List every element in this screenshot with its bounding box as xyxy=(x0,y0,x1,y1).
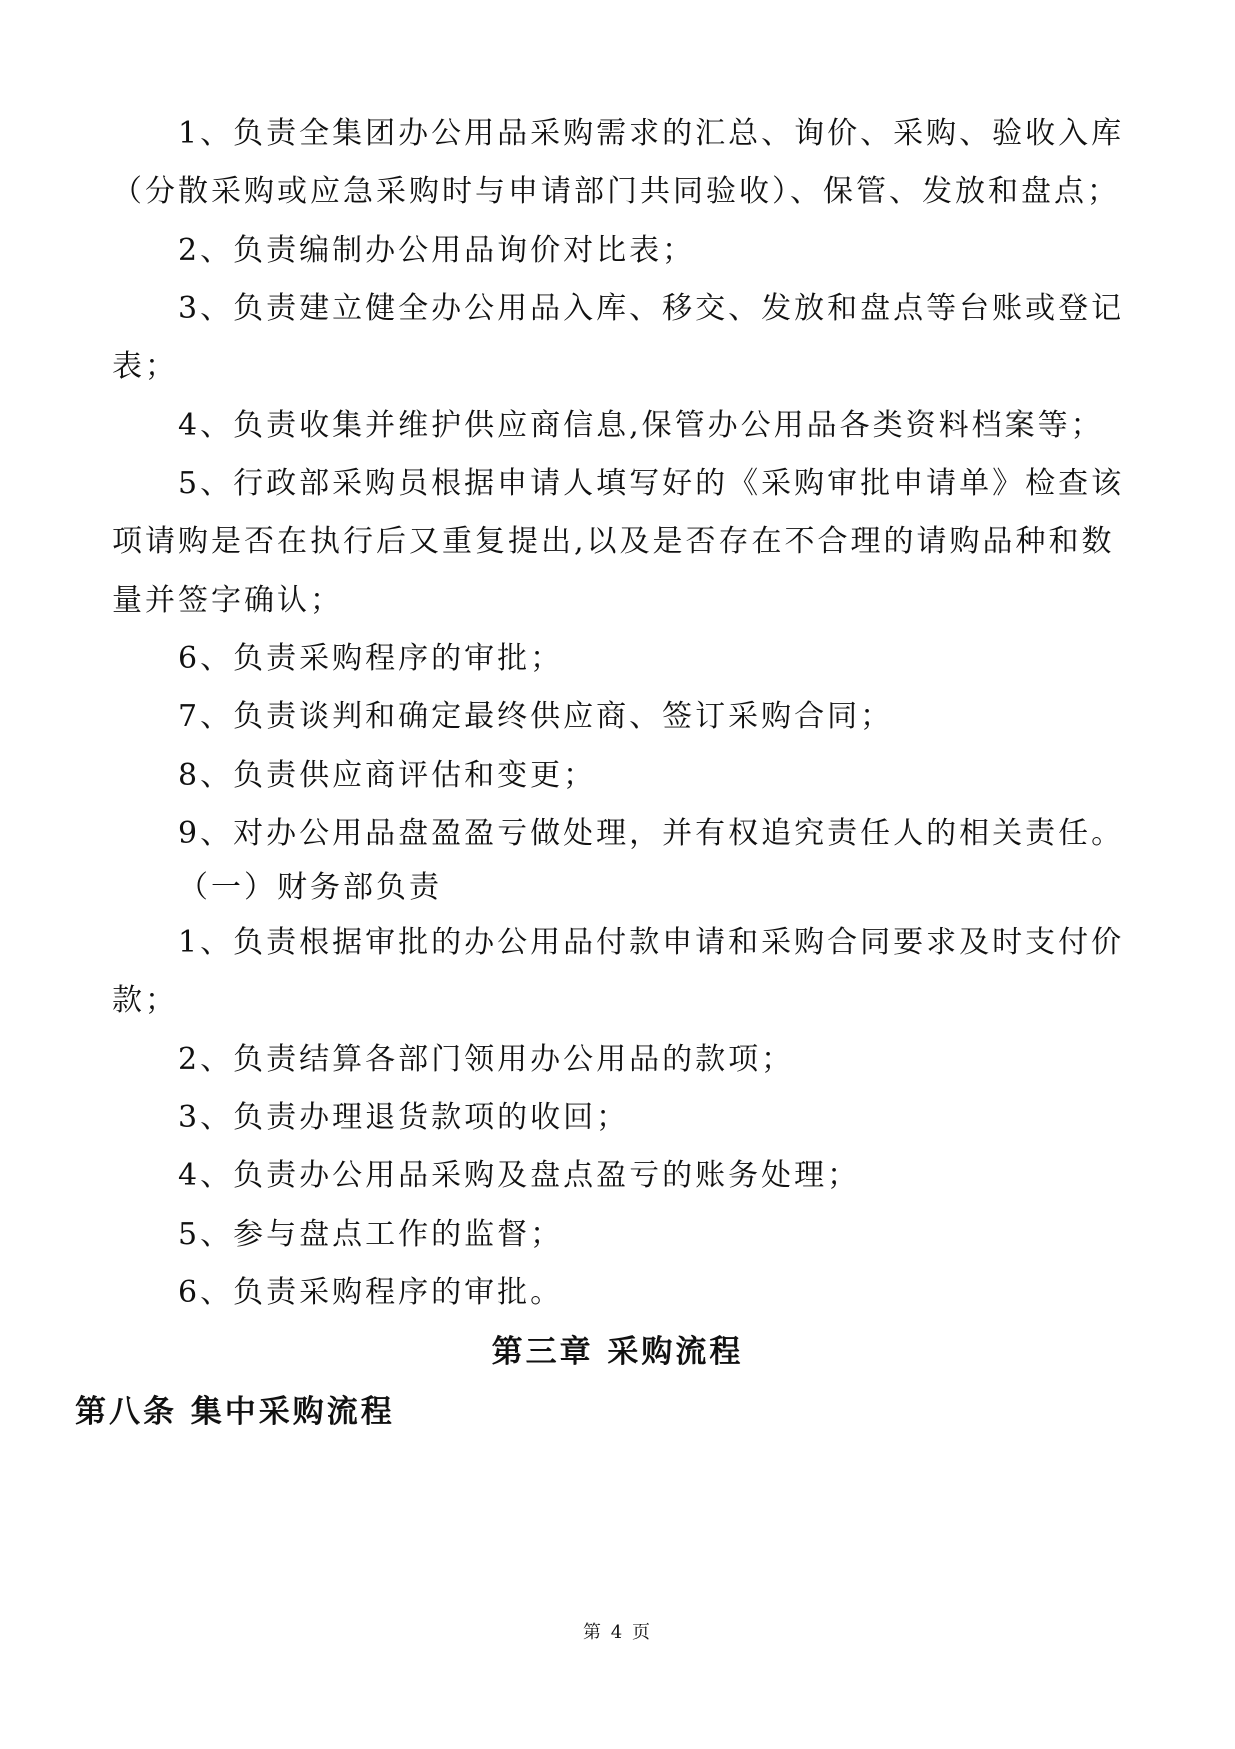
page-number: 第 4 页 xyxy=(583,1622,652,1643)
paragraph-line: 2、负责编制办公用品询价对比表； xyxy=(178,233,696,268)
paragraph-line: 2、负责结算各部门领用办公用品的款项； xyxy=(178,1042,795,1077)
paragraph-line: 9、对办公用品盘盈盈亏做处理，并有权追究责任人的相关责任。 xyxy=(178,816,1125,851)
chapter-title: 第三章 采购流程 xyxy=(491,1334,744,1370)
paragraph-line: 表； xyxy=(112,349,178,384)
paragraph-line: 1、负责全集团办公用品采购需求的汇总、询价、采购、验收入库 xyxy=(178,116,1125,151)
section-heading: （一）财务部负责 xyxy=(178,870,442,905)
paragraph-line: 5、参与盘点工作的监督； xyxy=(178,1217,564,1252)
paragraph-line: 8、负责供应商评估和变更； xyxy=(178,758,597,793)
paragraph-line: 6、负责采购程序的审批。 xyxy=(178,1275,564,1310)
article-title: 第八条 集中采购流程 xyxy=(75,1394,395,1430)
paragraph-line: 6、负责采购程序的审批； xyxy=(178,641,564,676)
paragraph-line: 量并签字确认； xyxy=(112,583,343,618)
paragraph-line: （分散采购或应急采购时与申请部门共同验收）、保管、发放和盘点； xyxy=(112,174,1120,209)
paragraph-line: 4、负责收集并维护供应商信息,保管办公用品各类资料档案等； xyxy=(178,408,1104,443)
paragraph-line: 3、负责办理退货款项的收回； xyxy=(178,1100,630,1135)
paragraph-line: 7、负责谈判和确定最终供应商、签订采购合同； xyxy=(178,699,894,734)
paragraph-line: 4、负责办公用品采购及盘点盈亏的账务处理； xyxy=(178,1158,861,1193)
paragraph-line: 3、负责建立健全办公用品入库、移交、发放和盘点等台账或登记 xyxy=(178,291,1125,326)
paragraph-line: 项请购是否在执行后又重复提出,以及是否存在不合理的请购品种和数 xyxy=(112,524,1115,559)
paragraph-line: 款； xyxy=(112,983,178,1018)
paragraph-line: 5、行政部采购员根据申请人填写好的《采购审批申请单》检查该 xyxy=(178,466,1125,501)
paragraph-line: 1、负责根据审批的办公用品付款申请和采购合同要求及时支付价 xyxy=(178,925,1125,960)
